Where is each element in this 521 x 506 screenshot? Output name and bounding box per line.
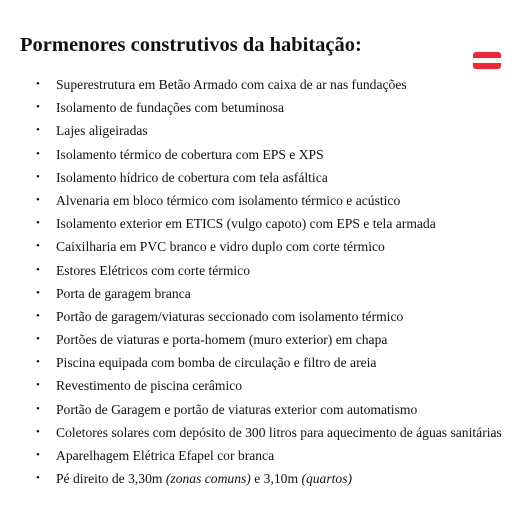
list-item-text: Portões de viaturas e porta-homem (muro exterior) em chapa [56,332,388,348]
bullet: • [36,78,40,90]
bullet: • [36,425,40,438]
list-item-text: Aparelhagem Elétrica Efapel cor branca [56,448,275,463]
bullet: • [36,217,40,230]
list-item-text: Estores Elétricos com corte térmico [56,262,251,278]
list-item-text: Alvenaria em bloco térmico com isolamento térmico e acústico [56,192,401,208]
bullet: • [36,286,40,299]
ceiling-height-common-areas: (zonas comuns) [165,471,251,487]
bullet: • [36,193,40,206]
bullet: • [36,472,40,485]
list-item-text: Isolamento hídrico de cobertura com tela asfáltica [56,169,328,185]
bullet: • [36,309,40,322]
list-item-text: Caixilharia em PVC branco e vidro duplo com corte térmico [56,239,385,255]
bullet: • [36,101,40,114]
bullet: • [36,240,40,253]
bullet: • [36,402,40,415]
page-title: Pormenores construtivos da habitação: [20,34,362,56]
bullet: • [36,170,40,183]
bullet: • [36,147,40,160]
list-item-text: Isolamento de fundações com betuminosa [56,100,285,116]
ceiling-height-prefix: Pé direito de 3,30m [56,471,166,487]
list-item-text: Portão de Garagem e portão de viaturas exterior com automatismo [56,401,418,417]
list-item-text: Isolamento exterior em ETICS (vulgo capoto) com EPS e tela armada [56,216,436,232]
ceiling-height-middle: e 3,10m [250,471,302,487]
flag-icon[interactable] [473,52,501,69]
list-item-text: Coletores solares com depósito de 300 litros para aquecimento de águas sanitárias [56,424,502,440]
list-item-text: Portão de garagem/viaturas seccionado com isolamento térmico [56,308,404,324]
list-item-text: Piscina equipada com bomba de circulação e filtro de areia [56,355,377,371]
bullet: • [36,379,40,392]
list-item-text: Revestimento de piscina cerâmico [56,378,243,394]
list-item-text: Lajes aligeiradas [56,123,148,139]
bullet: • [36,449,40,461]
list-item-text: Porta de garagem branca [56,285,191,301]
ceiling-height-bedrooms: (quartos) [301,471,353,487]
list-item-text [56,467,352,490]
list-item-text: Superestrutura em Betão Armado com caixa de ar nas fundações [56,77,407,92]
bullet: • [36,356,40,369]
bullet: • [36,124,40,137]
bullet: • [36,263,40,276]
bullet: • [36,333,40,346]
list-item-text: Isolamento térmico de cobertura com EPS e XPS [56,146,324,162]
